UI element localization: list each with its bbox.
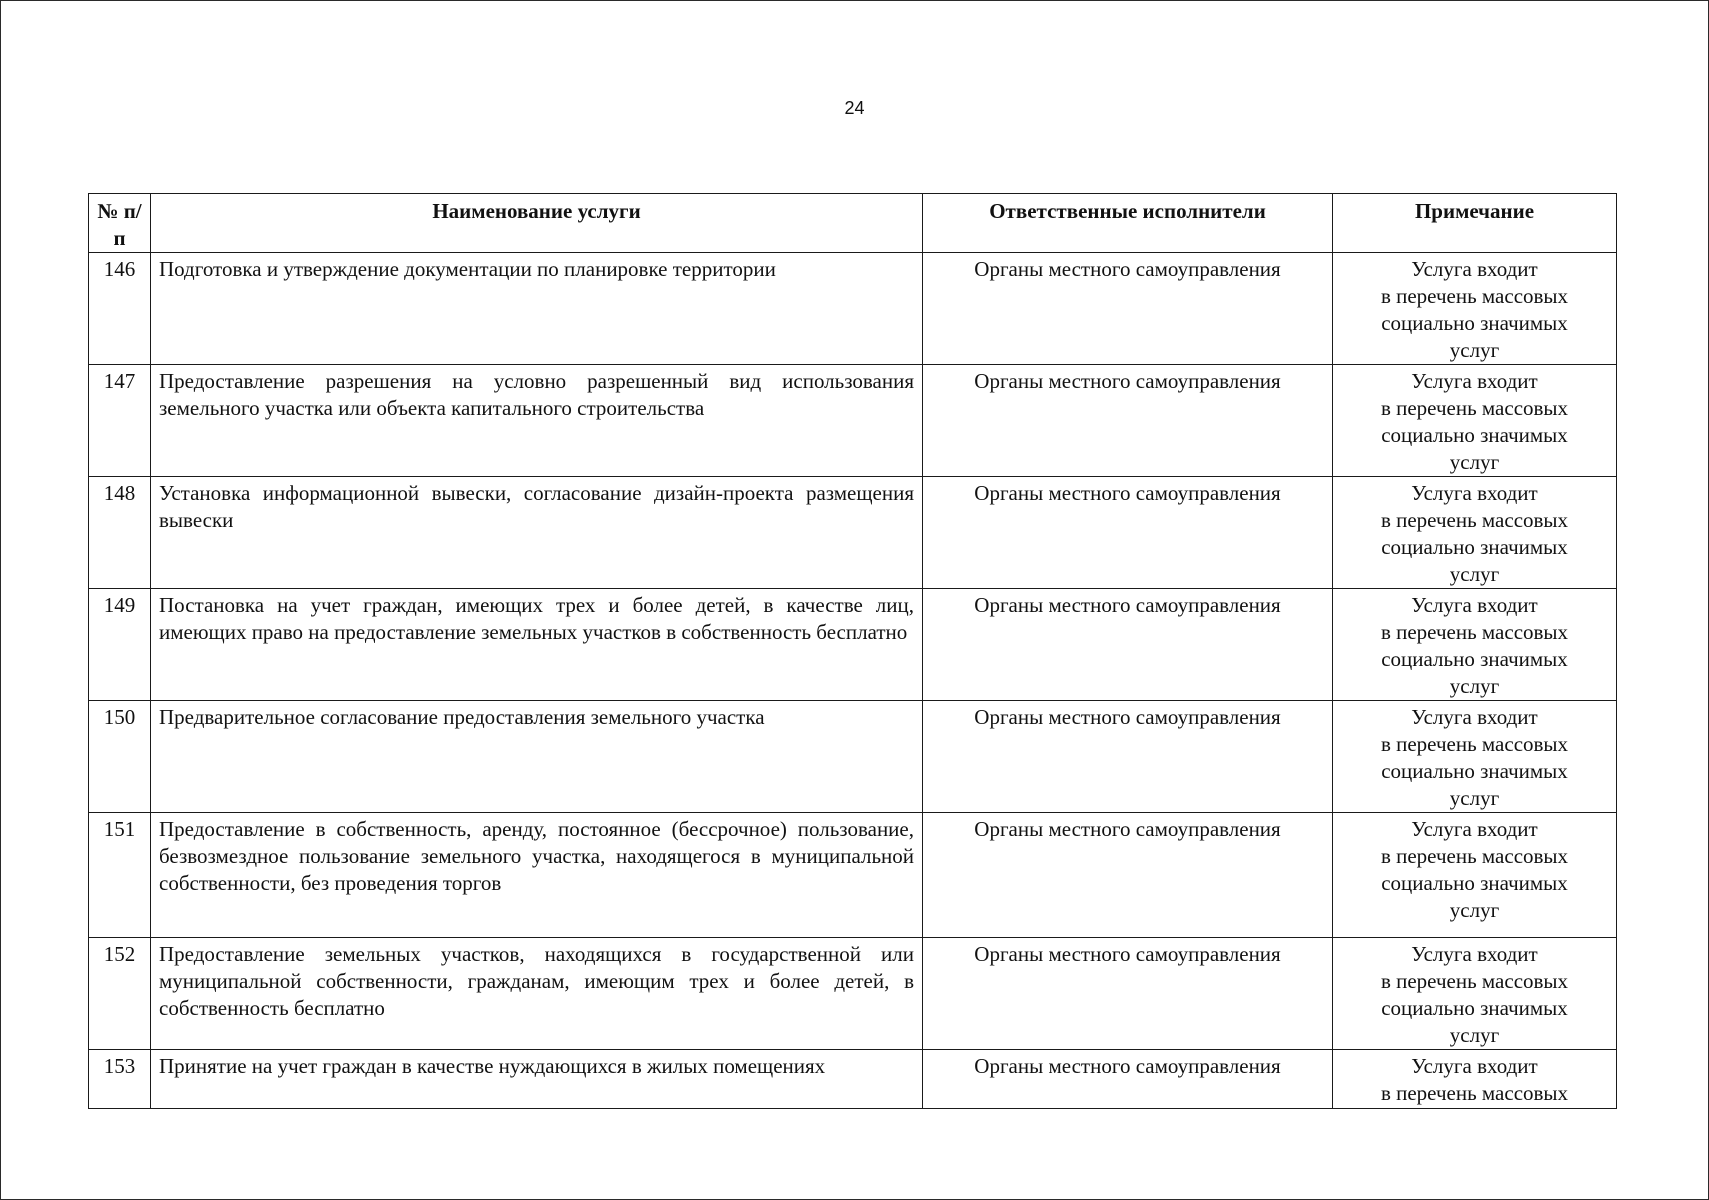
note-line: услуг <box>1449 562 1500 586</box>
service-name: Предоставление в собственность, аренду, постоянное (бессрочное) пользование, безвозмездное пользование земельного участка, находящегося в муниципальной собственности, без проведения торгов <box>151 813 923 938</box>
row-number: 147 <box>89 365 151 477</box>
row-number: 149 <box>89 589 151 701</box>
service-name: Предоставление разрешения на условно разрешенный вид использования земельного участка или объекта капитального строительства <box>151 365 923 477</box>
note-line: социально значимых <box>1381 996 1568 1020</box>
header-num: № п/п <box>89 194 151 253</box>
service-note <box>1333 1050 1617 1109</box>
note-line: Услуга входит <box>1411 257 1538 281</box>
note-line: в перечень массовых <box>1380 844 1569 868</box>
note-line: услуг <box>1449 1023 1500 1047</box>
note-line: услуг <box>1449 338 1500 362</box>
service-name: Постановка на учет граждан, имеющих трех и более детей, в качестве лиц, имеющих право на предоставление земельных участков в собственность бесплатно <box>151 589 923 701</box>
note-line: в перечень массовых <box>1380 732 1569 756</box>
table-row <box>89 813 1617 938</box>
note-line: услуг <box>1449 898 1500 922</box>
note-line: услуг <box>1449 450 1500 474</box>
note-line: социально значимых <box>1381 759 1568 783</box>
header-executors: Ответственные исполнители <box>923 194 1333 253</box>
note-line: Услуга входит <box>1411 481 1538 505</box>
note-line: Услуга входит <box>1411 942 1538 966</box>
header-name: Наименование услуги <box>151 194 923 253</box>
service-note <box>1333 253 1617 365</box>
row-number: 150 <box>89 701 151 813</box>
note-line: социально значимых <box>1381 311 1568 335</box>
service-executors: Органы местного самоуправления <box>923 365 1333 477</box>
page-number: 24 <box>844 98 865 118</box>
service-name: Установка информационной вывески, согласование дизайн-проекта размещения вывески <box>151 477 923 589</box>
note-line: социально значимых <box>1381 647 1568 671</box>
table-row <box>89 589 1617 701</box>
service-note <box>1333 365 1617 477</box>
service-note <box>1333 701 1617 813</box>
row-number: 153 <box>89 1050 151 1109</box>
service-executors: Органы местного самоуправления <box>923 1050 1333 1109</box>
note-line: социально значимых <box>1381 871 1568 895</box>
table-row <box>89 477 1617 589</box>
row-number: 152 <box>89 938 151 1050</box>
note-line: социально значимых <box>1381 423 1568 447</box>
service-executors: Органы местного самоуправления <box>923 813 1333 938</box>
service-note <box>1333 477 1617 589</box>
note-line: в перечень массовых <box>1380 284 1569 308</box>
row-number: 148 <box>89 477 151 589</box>
service-name: Подготовка и утверждение документации по планировке территории <box>151 253 923 365</box>
service-executors: Органы местного самоуправления <box>923 589 1333 701</box>
table-row <box>89 938 1617 1050</box>
note-line: услуг <box>1449 786 1500 810</box>
note-line: социально значимых <box>1381 535 1568 559</box>
note-line: Услуга входит <box>1411 369 1538 393</box>
service-note <box>1333 813 1617 938</box>
service-executors: Органы местного самоуправления <box>923 701 1333 813</box>
service-name: Принятие на учет граждан в качестве нуждающихся в жилых помещениях <box>151 1050 923 1109</box>
note-line: в перечень массовых <box>1380 620 1569 644</box>
service-executors: Органы местного самоуправления <box>923 938 1333 1050</box>
services-table <box>88 193 1617 1109</box>
service-name: Предоставление земельных участков, находящихся в государственной или муниципальной собственности, гражданам, имеющим трех и более детей, в собственность бесплатно <box>151 938 923 1050</box>
table-header-row <box>89 194 1617 253</box>
table-row <box>89 253 1617 365</box>
note-line: в перечень массовых <box>1380 508 1569 532</box>
table-row <box>89 1050 1617 1109</box>
service-note <box>1333 938 1617 1050</box>
header-note: Примечание <box>1333 194 1617 253</box>
note-line: Услуга входит <box>1411 593 1538 617</box>
note-line: Услуга входит <box>1411 705 1538 729</box>
row-number: 146 <box>89 253 151 365</box>
note-line: Услуга входит <box>1411 1054 1538 1078</box>
service-executors: Органы местного самоуправления <box>923 253 1333 365</box>
note-line: в перечень массовых <box>1380 1081 1569 1105</box>
note-line: в перечень массовых <box>1380 969 1569 993</box>
table-row <box>89 365 1617 477</box>
service-name: Предварительное согласование предоставления земельного участка <box>151 701 923 813</box>
row-number: 151 <box>89 813 151 938</box>
service-executors: Органы местного самоуправления <box>923 477 1333 589</box>
table-row <box>89 701 1617 813</box>
service-note <box>1333 589 1617 701</box>
note-line: услуг <box>1449 674 1500 698</box>
note-line: в перечень массовых <box>1380 396 1569 420</box>
note-line: Услуга входит <box>1411 817 1538 841</box>
